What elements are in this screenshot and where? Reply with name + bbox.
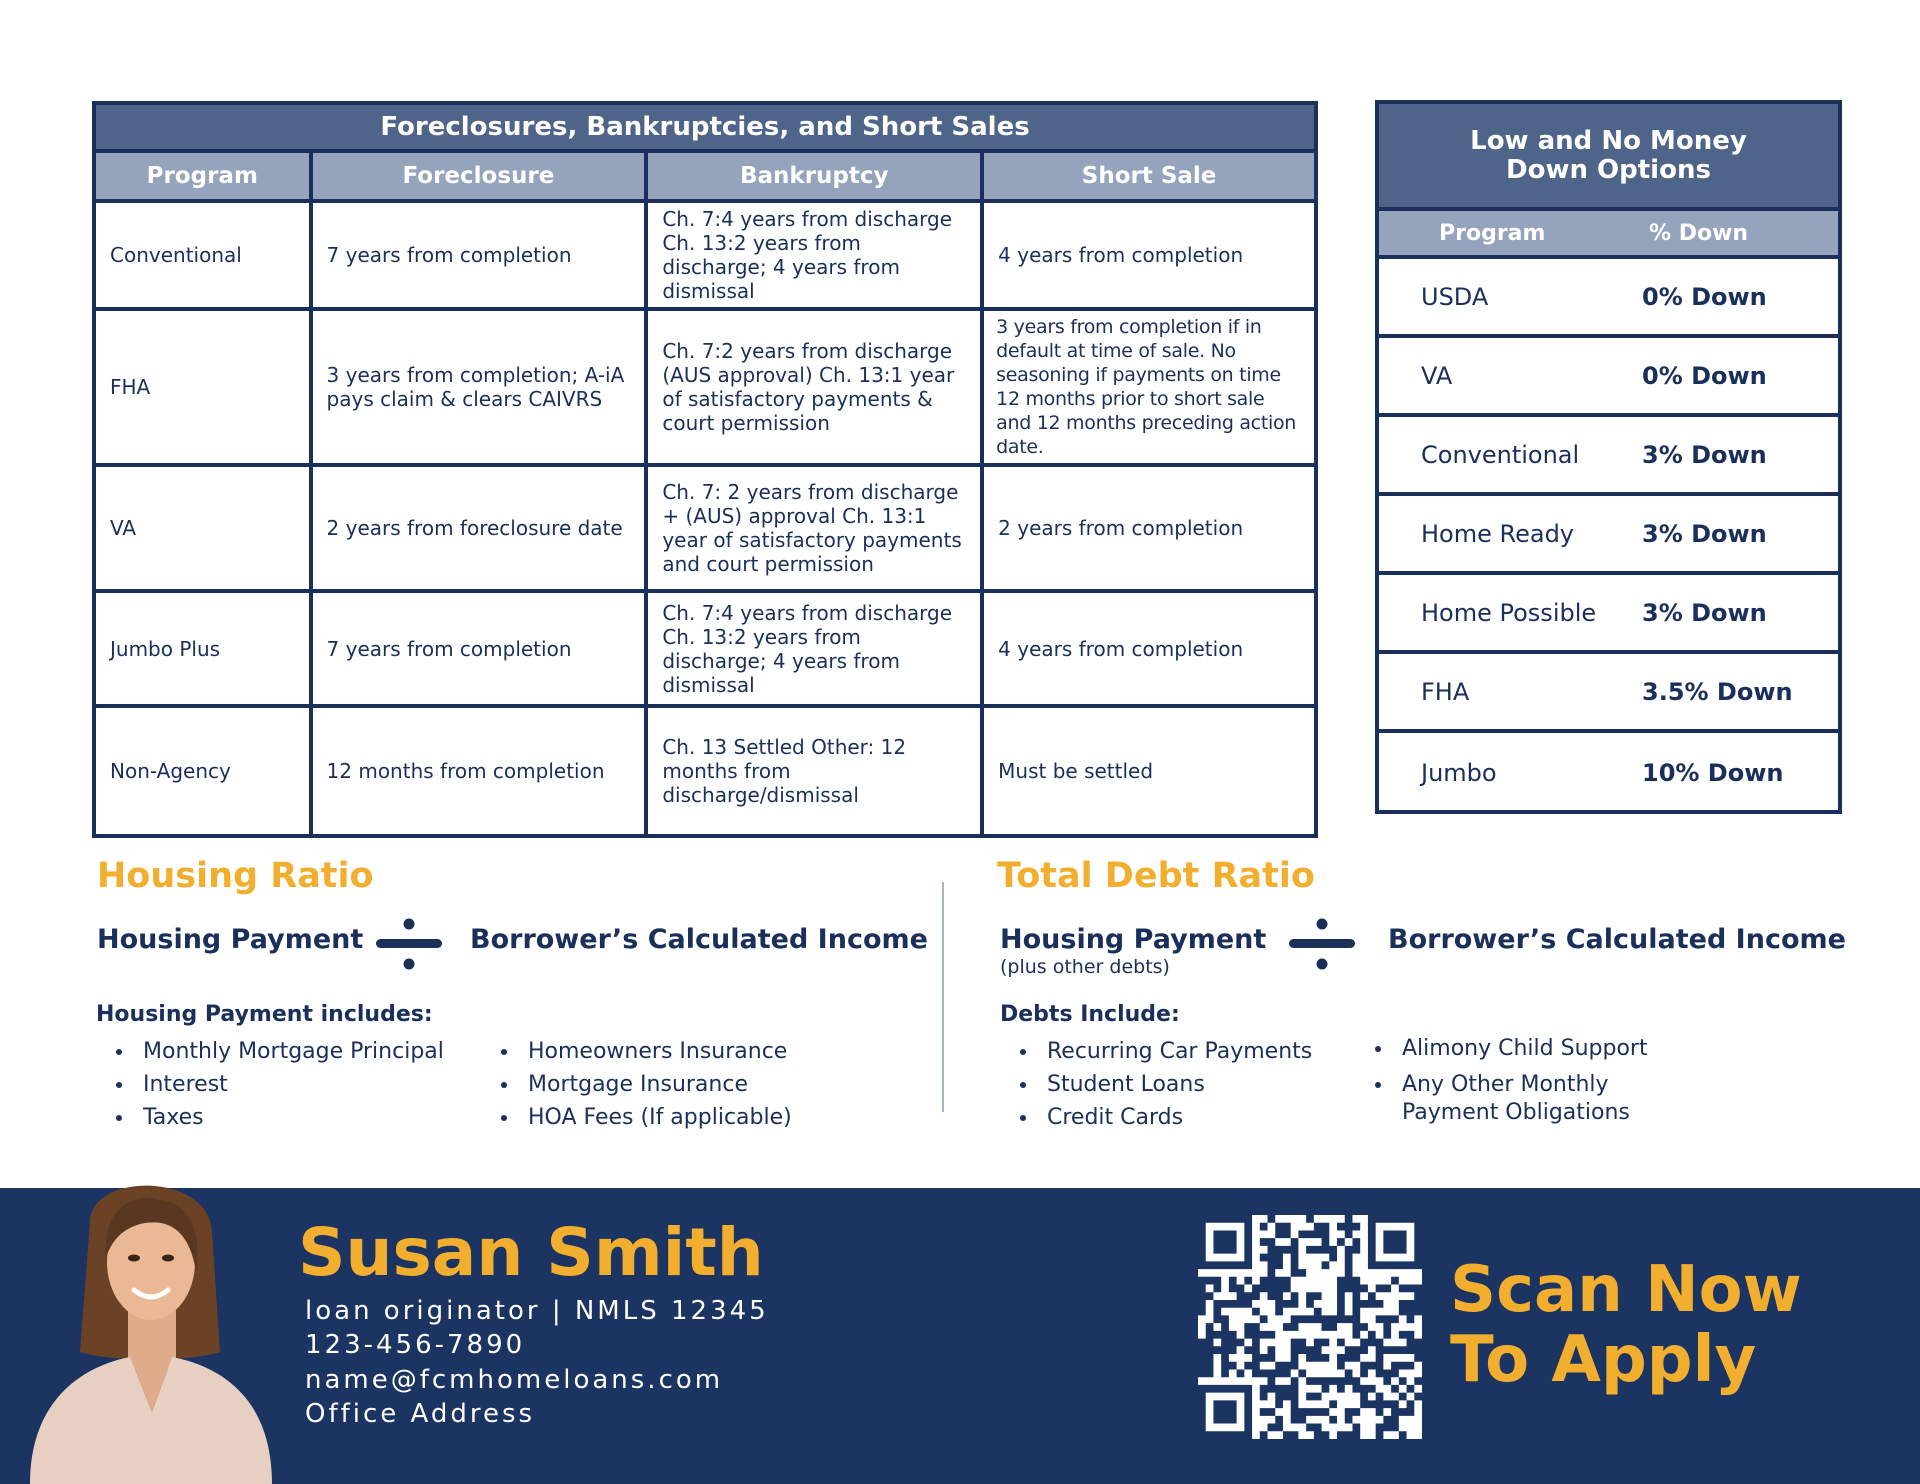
column-header-program: Program xyxy=(1439,220,1546,246)
table-row xyxy=(1379,338,1838,417)
table-row xyxy=(94,706,1316,836)
percent-down-cell: 0% Down xyxy=(1642,361,1767,390)
program-cell: Conventional xyxy=(94,201,311,309)
office-address: Office Address xyxy=(305,1399,536,1429)
list-item: • Mortgage Insurance xyxy=(520,1068,792,1101)
loan-originator-photo xyxy=(20,1162,282,1484)
table-row xyxy=(94,309,1316,465)
debt-ratio-denominator: Borrower’s Calculated Income xyxy=(1388,924,1846,955)
cta-line-2: To Apply xyxy=(1450,1323,1757,1397)
program-cell: Conventional xyxy=(1421,440,1580,469)
bankruptcy-cell: Ch. 7:4 years from discharge Ch. 13:2 years from discharge; 4 years from dismissal xyxy=(646,201,982,309)
program-cell: VA xyxy=(94,465,311,591)
column-header-percent-down: % Down xyxy=(1649,220,1749,246)
list-item: • Alimony Child Support xyxy=(1394,1035,1684,1063)
program-cell: Home Ready xyxy=(1421,519,1575,548)
housing-includes-list-1 xyxy=(107,1035,444,1134)
loan-originator-name: Susan Smith xyxy=(298,1214,764,1291)
section-divider xyxy=(942,882,944,1112)
email-address[interactable]: name@fcmhomeloans.com xyxy=(305,1365,724,1395)
divide-icon xyxy=(1289,916,1355,972)
bankruptcy-cell: Ch. 7: 2 years from discharge + (AUS) approval Ch. 13:1 year of satisfactory payments and court permission xyxy=(646,465,982,591)
short-sale-cell: 4 years from completion xyxy=(982,201,1316,309)
list-item: • Credit Cards xyxy=(1039,1101,1312,1134)
percent-down-cell: 0% Down xyxy=(1642,282,1767,311)
program-cell: VA xyxy=(1421,361,1453,390)
down-payment-title xyxy=(1379,104,1838,211)
table-row xyxy=(94,465,1316,591)
program-cell: FHA xyxy=(94,309,311,465)
program-cell: Jumbo xyxy=(1421,758,1497,787)
table-row xyxy=(1379,654,1838,733)
table-row xyxy=(1379,417,1838,496)
percent-down-cell: 3% Down xyxy=(1642,440,1767,469)
column-header-program: Program xyxy=(94,151,311,201)
short-sale-cell: 2 years from completion xyxy=(982,465,1316,591)
loan-originator-title: loan originator | NMLS 12345 xyxy=(305,1296,769,1326)
column-header-bankruptcy: Bankruptcy xyxy=(646,151,982,201)
program-cell: Jumbo Plus xyxy=(94,591,311,706)
phone-number[interactable]: 123-456-7890 xyxy=(305,1330,526,1360)
program-cell: Non-Agency xyxy=(94,706,311,836)
list-item: • Monthly Mortgage Principal xyxy=(135,1035,444,1068)
scan-to-apply-text xyxy=(1450,1255,1802,1395)
list-item: • Any Other Monthly Payment Obligations xyxy=(1394,1071,1684,1127)
down-payment-table xyxy=(1375,100,1842,814)
bankruptcy-cell: Ch. 13 Settled Other: 12 months from discharge/dismissal xyxy=(646,706,982,836)
list-item: • Taxes xyxy=(135,1101,444,1134)
column-header-short-sale: Short Sale xyxy=(982,151,1316,201)
list-item: • Homeowners Insurance xyxy=(520,1035,792,1068)
program-cell: FHA xyxy=(1421,677,1470,706)
qr-code-icon[interactable] xyxy=(1198,1215,1422,1439)
table-row xyxy=(1379,733,1838,812)
down-payment-title-line2: Down Options xyxy=(1506,154,1711,185)
foreclosure-cell: 7 years from completion xyxy=(311,591,647,706)
debt-ratio-numerator: Housing Payment xyxy=(1000,924,1267,955)
foreclosure-cell: 7 years from completion xyxy=(311,201,647,309)
short-sale-cell: Must be settled xyxy=(982,706,1316,836)
program-cell: Home Possible xyxy=(1421,598,1597,627)
list-item: • Interest xyxy=(135,1068,444,1101)
table-row xyxy=(1379,496,1838,575)
housing-ratio-title: Housing Ratio xyxy=(97,856,374,896)
list-item: • HOA Fees (If applicable) xyxy=(520,1101,792,1134)
table-row xyxy=(1379,259,1838,338)
housing-ratio-numerator: Housing Payment xyxy=(97,924,364,955)
short-sale-cell: 3 years from completion if in default at time of sale. No seasoning if payments on time 12 months prior to short sale and 12 months preceding action date. xyxy=(982,309,1316,465)
cta-line-1: Scan Now xyxy=(1450,1253,1802,1327)
foreclosure-table-title: Foreclosures, Bankruptcies, and Short Sales xyxy=(94,103,1316,151)
debt-ratio-numerator-note: (plus other debts) xyxy=(1000,956,1170,978)
percent-down-cell: 10% Down xyxy=(1642,758,1784,787)
down-payment-title-line1: Low and No Money xyxy=(1470,125,1747,156)
down-payment-header xyxy=(1379,211,1838,259)
percent-down-cell: 3% Down xyxy=(1642,598,1767,627)
housing-ratio-denominator: Borrower’s Calculated Income xyxy=(470,924,928,955)
list-item: • Recurring Car Payments xyxy=(1039,1035,1312,1068)
debt-ratio-title: Total Debt Ratio xyxy=(997,856,1315,896)
percent-down-cell: 3% Down xyxy=(1642,519,1767,548)
table-row xyxy=(94,591,1316,706)
foreclosure-cell: 2 years from foreclosure date xyxy=(311,465,647,591)
debts-include-list-2 xyxy=(1366,1035,1684,1127)
housing-includes-list-2 xyxy=(492,1035,792,1134)
debts-include-list-1 xyxy=(1011,1035,1312,1134)
bankruptcy-cell: Ch. 7:4 years from discharge Ch. 13:2 years from discharge; 4 years from dismissal xyxy=(646,591,982,706)
program-cell: USDA xyxy=(1421,282,1489,311)
table-row xyxy=(94,201,1316,309)
short-sale-cell: 4 years from completion xyxy=(982,591,1316,706)
housing-includes-title: Housing Payment includes: xyxy=(96,1002,433,1027)
table-row xyxy=(1379,575,1838,654)
divide-icon xyxy=(376,916,442,972)
column-header-foreclosure: Foreclosure xyxy=(311,151,647,201)
foreclosure-table xyxy=(92,101,1318,838)
debts-include-title: Debts Include: xyxy=(1000,1002,1180,1027)
percent-down-cell: 3.5% Down xyxy=(1642,677,1793,706)
foreclosure-cell: 3 years from completion; A-iA pays claim & clears CAIVRS xyxy=(311,309,647,465)
list-item: • Student Loans xyxy=(1039,1068,1312,1101)
bankruptcy-cell: Ch. 7:2 years from discharge (AUS approval) Ch. 13:1 year of satisfactory payments & court permission xyxy=(646,309,982,465)
foreclosure-cell: 12 months from completion xyxy=(311,706,647,836)
